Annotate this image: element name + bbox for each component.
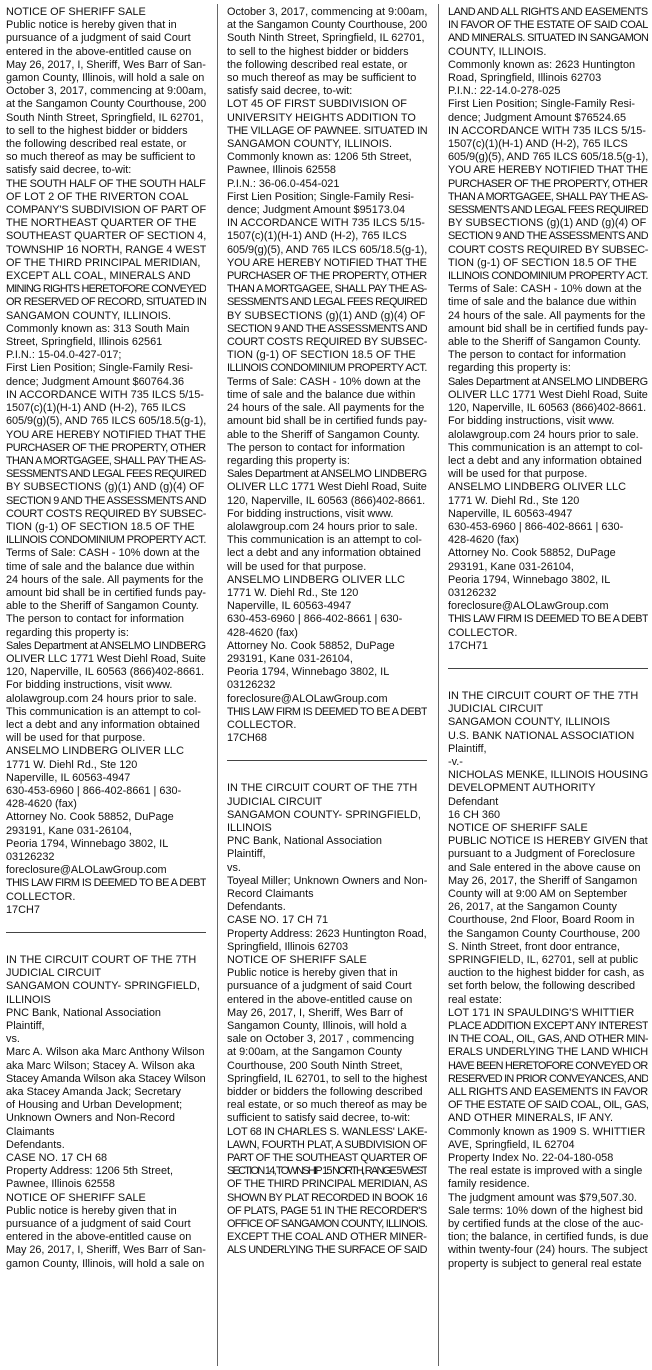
notice-line: IN THE COAL, OIL, GAS, AND OTHER MIN- bbox=[448, 1033, 648, 1046]
legal-notice bbox=[448, 690, 648, 1271]
notice-line: Courthouse, 2nd Floor, Board Room in bbox=[448, 914, 635, 927]
notice-line: SECTION 9 AND THE ASSESSMENTS AND bbox=[448, 230, 648, 243]
notice-line: 120, Naperville, IL 60563 (866)402-8661. bbox=[6, 666, 205, 679]
notice-line: COURT COSTS REQUIRED BY SUBSEC- bbox=[6, 507, 206, 520]
notice-line: foreclosure@ALOLawGroup.com bbox=[6, 864, 167, 877]
notice-line: SECTION 9 AND THE ASSESSMENTS AND bbox=[6, 494, 206, 507]
notice-line: entered in the above-entitled cause on bbox=[6, 1231, 192, 1244]
notice-line: Property Index No. 22-04-180-058 bbox=[448, 1152, 614, 1165]
notice-line: DEVELOPMENT AUTHORITY bbox=[448, 782, 596, 795]
notice-line: Property Address: 2623 Huntington Road, bbox=[227, 927, 427, 940]
notice-line: ANSELMO LINDBERG OLIVER LLC bbox=[227, 573, 405, 586]
notice-line: Pawnee, Illinois 62558 bbox=[227, 164, 336, 177]
notice-line: 605/9(g)(5), AND 765 ILCS 605/18.5(g-1), bbox=[227, 243, 427, 256]
notice-line: SANGAMON COUNTY, ILLINOIS. bbox=[6, 309, 172, 322]
notice-line: PURCHASER OF THE PROPERTY, OTHER bbox=[6, 441, 206, 454]
notice-line: PURCHASER OF THE PROPERTY, OTHER bbox=[448, 177, 648, 190]
notice-line: NOTICE OF SHERIFF SALE bbox=[448, 821, 588, 834]
notice-line: SECTION 14, TOWNSHIP 15 NORTH, RANGE 5 WEST bbox=[227, 1165, 427, 1178]
notice-line: Plaintiff, bbox=[6, 1020, 45, 1033]
notice-line: October 3, 2017, commencing at 9:00am, bbox=[6, 85, 206, 98]
notice-line: Pawnee, Illinois 62558 bbox=[6, 1178, 115, 1191]
notice-line: South Ninth Street, Springfield, IL 62701, bbox=[6, 111, 204, 124]
notice-line: amount bid shall be in certified funds pay- bbox=[448, 322, 648, 335]
notice-line: Naperville, IL 60563-4947 bbox=[448, 507, 573, 520]
notice-line: of Housing and Urban Development; bbox=[6, 1099, 183, 1112]
notice-line: OLIVER LLC 1771 West Diehl Road, Suite bbox=[448, 388, 648, 401]
notice-line: 17CH68 bbox=[227, 732, 267, 745]
notice-line: Naperville, IL 60563-4947 bbox=[6, 771, 131, 784]
notice-line: amount bid shall be in certified funds pay- bbox=[6, 586, 206, 599]
notice-line: SHOWN BY PLAT RECORDED IN BOOK 16 bbox=[227, 1191, 427, 1204]
notice-line: Road, Springfield, Illinois 62703 bbox=[448, 72, 602, 85]
notice-line: IN ACCORDANCE WITH 735 ILCS 5/15- bbox=[227, 217, 425, 230]
notice-line: P.I.N.: 15-04.0-427-017; bbox=[6, 349, 122, 362]
notice-line: IN ACCORDANCE WITH 735 ILCS 5/15- bbox=[6, 388, 204, 401]
notice-line: THE NORTHEAST QUARTER OF THE bbox=[6, 217, 197, 230]
notice-line: 120, Naperville, IL 60563 (866)402-8661. bbox=[227, 494, 426, 507]
notice-line: P.I.N.: 36-06.0-454-021 bbox=[227, 177, 340, 190]
notice-line: YOU ARE HEREBY NOTIFIED THAT THE bbox=[448, 164, 648, 177]
notice-line: 1507(c)(1)(H-1) AND (H-2), 765 ILCS bbox=[6, 402, 186, 415]
notice-line: regarding this property is: bbox=[6, 626, 129, 639]
notice-line: EXCEPT ALL COAL, MINERALS AND bbox=[6, 270, 191, 283]
notice-line: OF LOT 2 OF THE RIVERTON COAL bbox=[6, 190, 189, 203]
legal-notice bbox=[227, 6, 427, 745]
notice-line: IN THE CIRCUIT COURT OF THE 7TH bbox=[448, 689, 639, 702]
notice-line: BY SUBSECTIONS (g)(1) AND (g)(4) OF bbox=[448, 217, 647, 230]
notice-line: at the Sangamon County Courthouse, 200 bbox=[227, 19, 427, 32]
notice-line: 630-453-6960 | 866-402-8661 | 630- bbox=[448, 520, 624, 533]
notice-line: bidder or bidders the following described bbox=[227, 1086, 423, 1099]
notice-line: regarding this property is: bbox=[227, 454, 350, 467]
notice-line: aka Stacey Amanda Jack; Secretary bbox=[6, 1086, 181, 1099]
notice-line: 24 hours of the sale. All payments for the bbox=[448, 309, 646, 322]
notice-line: Peoria 1794, Winnebago 3802, IL bbox=[6, 837, 169, 850]
notice-line: Commonly known as 1909 S. WHITTIER bbox=[448, 1125, 646, 1138]
notice-line: SESSMENTS AND LEGAL FEES REQUIRED bbox=[6, 468, 206, 481]
notice-line: ANSELMO LINDBERG OLIVER LLC bbox=[448, 481, 626, 494]
notice-line: OLIVER LLC 1771 West Diehl Road, Suite bbox=[227, 481, 427, 494]
notice-line: by certified funds at the close of the auc- bbox=[448, 1218, 644, 1231]
notice-line: foreclosure@ALOLawGroup.com bbox=[227, 692, 388, 705]
notice-line: gamon County, Illinois, will hold a sale on bbox=[6, 72, 205, 85]
notice-line: UNIVERSITY HEIGHTS ADDITION TO bbox=[227, 111, 416, 124]
notice-line: ALS UNDERLYING THE SURFACE OF SAID bbox=[227, 1244, 427, 1257]
notice-line: time of sale and the balance due within bbox=[6, 560, 195, 573]
notice-line: PART OF THE SOUTHEAST QUARTER OF bbox=[227, 1152, 427, 1165]
notice-line: THAN A MORTGAGEE, SHALL PAY THE AS- bbox=[227, 283, 427, 296]
notice-line: May 26, 2017, the Sheriff of Sangamon bbox=[448, 874, 638, 887]
notice-line: time of sale and the balance due within bbox=[227, 388, 416, 401]
notice-line: S. Ninth Street, front door entrance, bbox=[448, 940, 620, 953]
notice-line: U.S. BANK NATIONAL ASSOCIATION bbox=[448, 729, 635, 742]
notice-line: foreclosure@ALOLawGroup.com bbox=[448, 600, 609, 613]
notice-line: This communication is an attempt to col- bbox=[6, 705, 201, 718]
notice-line: 17CH71 bbox=[448, 639, 488, 652]
notice-line: IN THE CIRCUIT COURT OF THE 7TH bbox=[227, 782, 418, 795]
notice-line: ILLINOIS CONDOMINIUM PROPERTY ACT. bbox=[448, 270, 648, 283]
notice-line: 1507(c)(1)(H-1) AND (H-2), 765 ILCS bbox=[227, 230, 407, 243]
notice-line: TION (g-1) OF SECTION 18.5 OF THE bbox=[6, 520, 195, 533]
notice-line: Defendants. bbox=[227, 901, 286, 914]
notice-line: Springfield, IL 62701, to sell to the highest bbox=[227, 1072, 427, 1085]
notice-line: 428-4620 (fax) bbox=[6, 798, 77, 811]
notice-line: Springfield, Illinois 62703 bbox=[227, 940, 349, 953]
notice-line: dence; Judgment Amount $60764.36 bbox=[6, 375, 185, 388]
notice-line: BY SUBSECTIONS (g)(1) AND (g)(4) OF bbox=[6, 481, 205, 494]
notice-line: The person to contact for information bbox=[227, 441, 405, 454]
legal-notice bbox=[6, 954, 206, 1271]
notice-line: Sales Department at ANSELMO LINDBERG bbox=[448, 375, 648, 388]
notice-line: SESSMENTS AND LEGAL FEES REQUIRED bbox=[227, 296, 427, 309]
notice-line: 605/9(g)(5), AND 765 ILCS 605/18.5(g-1), bbox=[6, 415, 206, 428]
notice-line: at 9:00am, at the Sangamon County bbox=[227, 1046, 402, 1059]
notice-line: lect a debt and any information obtained bbox=[448, 454, 642, 467]
notice-line: within twenty-four (24) hours. The subject bbox=[448, 1244, 648, 1257]
notice-line: entered in the above-entitled cause on bbox=[6, 45, 192, 58]
notice-line: Peoria 1794, Winnebago 3802, IL bbox=[448, 573, 611, 586]
notice-line: dence; Judgment Amount $95173.04 bbox=[227, 204, 406, 217]
notice-line: 1771 W. Diehl Rd., Ste 120 bbox=[6, 758, 138, 771]
notice-line: will be used for that purpose. bbox=[448, 468, 588, 481]
notice-line: Marc A. Wilson aka Marc Anthony Wilson bbox=[6, 1046, 205, 1059]
notice-line: ILLINOIS bbox=[6, 993, 51, 1006]
notice-line: OFFICE OF SANGAMON COUNTY, ILLINOIS. bbox=[227, 1218, 427, 1231]
notice-line: PURCHASER OF THE PROPERTY, OTHER bbox=[227, 270, 427, 283]
notice-separator bbox=[227, 760, 427, 761]
notice-line: NOTICE OF SHERIFF SALE bbox=[227, 954, 367, 967]
notice-line: the Sangamon County Courthouse, 200 bbox=[448, 927, 640, 940]
notice-line: SANGAMON COUNTY, ILLINOIS bbox=[448, 716, 610, 729]
notice-line: OF PLATS, PAGE 51 IN THE RECORDER'S bbox=[227, 1204, 427, 1217]
notice-line: THE SOUTH HALF OF THE SOUTH HALF bbox=[6, 177, 206, 190]
notice-line: AND OTHER MINERALS, IF ANY. bbox=[448, 1112, 614, 1125]
notice-line: Attorney No. Cook 58852, DuPage bbox=[448, 547, 616, 560]
notice-line: real estate: bbox=[448, 993, 502, 1006]
notice-line: COURT COSTS REQUIRED BY SUBSEC- bbox=[227, 336, 427, 349]
notice-line: CASE NO. 17 CH 68 bbox=[6, 1152, 108, 1165]
notice-line: 120, Naperville, IL 60563 (866)402-8661. bbox=[448, 402, 647, 415]
notice-line: THIS LAW FIRM IS DEEMED TO BE A DEBT bbox=[6, 877, 206, 890]
notice-line: 293191, Kane 031-26104, bbox=[227, 652, 353, 665]
notice-line: ALL RIGHTS AND EASEMENTS IN FAVOR bbox=[448, 1086, 648, 1099]
notice-line: SECTION 9 AND THE ASSESSMENTS AND bbox=[227, 322, 427, 335]
notice-line: will be used for that purpose. bbox=[6, 732, 146, 745]
notice-line: Street, Springfield, Illinois 62561 bbox=[6, 336, 163, 349]
notice-line: property is subject to general real estate bbox=[448, 1257, 642, 1270]
notice-line: Defendants. bbox=[6, 1138, 65, 1151]
notice-line: able to the Sheriff of Sangamon County. bbox=[448, 336, 641, 349]
notice-line: gamon County, Illinois, will hold a sale on bbox=[6, 1257, 205, 1270]
notice-line: NOTICE OF SHERIFF SALE bbox=[6, 6, 146, 18]
notice-line: May 26, 2017, I, Sheriff, Wes Barr of bbox=[227, 1006, 403, 1019]
notice-line: First Lien Position; Single-Family Resi- bbox=[6, 362, 194, 375]
notice-line: Defendant bbox=[448, 795, 499, 808]
notice-line: THIS LAW FIRM IS DEEMED TO BE A DEBT bbox=[448, 613, 648, 626]
notice-line: P.I.N.: 22-14.0-278-025 bbox=[448, 85, 561, 98]
notice-line: Record Claimants bbox=[227, 888, 314, 900]
notice-line: BY SUBSECTIONS (g)(1) AND (g)(4) OF bbox=[227, 309, 426, 322]
notice-line: The person to contact for information bbox=[6, 613, 184, 626]
notice-line: will be used for that purpose. bbox=[227, 560, 367, 573]
notice-line: 630-453-6960 | 866-402-8661 | 630- bbox=[6, 784, 182, 797]
notice-line: Sangamon County, Illinois, will hold a bbox=[227, 1020, 407, 1033]
notice-line: YOU ARE HEREBY NOTIFIED THAT THE bbox=[227, 256, 427, 269]
notice-line: LOT 68 IN CHARLES S. WANLESS' LAKE- bbox=[227, 1125, 427, 1138]
notice-line: satisfy said decree, to-wit: bbox=[227, 85, 353, 98]
notice-line: IN FAVOR OF THE ESTATE OF SAID COAL bbox=[448, 19, 648, 32]
notice-line: LOT 171 IN SPAULDING'S WHITTIER bbox=[448, 1006, 635, 1019]
notice-line: CASE NO. 17 CH 71 bbox=[227, 914, 329, 927]
notice-line: RESERVED IN PRIOR CONVEYANCES, AND bbox=[448, 1072, 648, 1085]
notice-line: -v.- bbox=[448, 755, 463, 768]
notice-line: real estate, or so much thereof as may be bbox=[227, 1099, 427, 1112]
notice-line: PNC Bank, National Association bbox=[6, 1006, 161, 1019]
notice-line: 03126232 bbox=[227, 679, 276, 692]
notice-line: OR RESERVED OF RECORD, SITUATED IN bbox=[6, 296, 206, 309]
notice-line: 428-4620 (fax) bbox=[227, 626, 298, 639]
notice-line: Commonly known as: 2623 Huntington bbox=[448, 58, 636, 71]
notice-line: regarding this property is: bbox=[448, 362, 571, 375]
notice-line: 605/9(g)(5), AND 765 ILCS 605/18.5(g-1), bbox=[448, 151, 648, 164]
notice-line: to sell to the highest bidder or bidders bbox=[227, 45, 409, 58]
notice-separator bbox=[448, 668, 648, 669]
notice-line: 26, 2017, at the Sangamon County bbox=[448, 901, 617, 914]
notice-line: County will at 9:00 AM on September bbox=[448, 888, 628, 900]
notice-line: ILLINOIS CONDOMINIUM PROPERTY ACT. bbox=[227, 362, 427, 375]
notice-line: Peoria 1794, Winnebago 3802, IL bbox=[227, 666, 390, 679]
notice-line: SANGAMON COUNTY- SPRINGFIELD, bbox=[227, 808, 421, 821]
notice-line: sale on October 3, 2017 , commencing bbox=[227, 1033, 415, 1046]
notice-line: 03126232 bbox=[448, 586, 497, 599]
notice-line: 16 CH 360 bbox=[448, 808, 501, 821]
notice-line: ILLINOIS bbox=[227, 821, 272, 834]
notice-line: time of sale and the balance due within bbox=[448, 296, 637, 309]
notice-line: IN THE CIRCUIT COURT OF THE 7TH bbox=[6, 954, 197, 967]
notice-line: Commonly known as: 1206 5th Street, bbox=[227, 151, 412, 164]
notice-line: able to the Sheriff of Sangamon County. bbox=[6, 600, 199, 613]
notice-line: Sales Department at ANSELMO LINDBERG bbox=[227, 468, 427, 481]
notice-line: so much thereof as may be sufficient to bbox=[227, 72, 417, 85]
notice-line: PUBLIC NOTICE IS HEREBY GIVEN that bbox=[448, 835, 648, 848]
notice-line: First Lien Position; Single-Family Resi- bbox=[448, 98, 636, 111]
notice-line: PLACE ADDITION EXCEPT ANY INTEREST bbox=[448, 1020, 648, 1033]
notice-line: TOWNSHIP 16 NORTH, RANGE 4 WEST bbox=[6, 243, 206, 256]
column-2 bbox=[227, 6, 427, 1258]
notice-line: Sale terms: 10% down of the highest bid bbox=[448, 1204, 643, 1217]
notice-line: at the Sangamon County Courthouse, 200 bbox=[6, 98, 206, 111]
notice-line: alolawgroup.com 24 hours prior to sale. bbox=[448, 428, 639, 441]
notice-line: THAN A MORTGAGEE, SHALL PAY THE AS- bbox=[448, 190, 648, 203]
notice-line: alolawgroup.com 24 hours prior to sale. bbox=[6, 692, 197, 705]
notice-line: pursuance of a judgment of said Court bbox=[227, 980, 412, 993]
notice-line: to sell to the highest bidder or bidders bbox=[6, 124, 188, 137]
notice-line: Unknown Owners and Non-Record bbox=[6, 1112, 175, 1125]
notice-line: ILLINOIS CONDOMINIUM PROPERTY ACT. bbox=[6, 534, 206, 547]
notice-line: entered in the above-entitled cause on bbox=[227, 993, 413, 1006]
notice-line: auction to the highest bidder for cash, as bbox=[448, 967, 645, 980]
notice-line: THE VILLAGE OF PAWNEE. SITUATED IN bbox=[227, 124, 427, 137]
notice-line: Toyeal Miller; Unknown Owners and Non- bbox=[227, 874, 427, 887]
column-3 bbox=[448, 6, 648, 1271]
notice-line: 03126232 bbox=[6, 851, 55, 863]
notice-line: set forth below, the following described bbox=[448, 980, 636, 993]
notice-line: SANGAMON COUNTY- SPRINGFIELD, bbox=[6, 980, 200, 993]
notice-line: 1507(c)(1)(H-1) AND (H-2), 765 ILCS bbox=[448, 138, 628, 151]
notice-line: 24 hours of the sale. All payments for the bbox=[227, 402, 425, 415]
notice-line: the following described real estate, or bbox=[227, 58, 408, 71]
notice-line: lect a debt and any information obtained bbox=[6, 718, 200, 731]
notice-line: OF THE THIRD PRINCIPAL MERIDIAN, bbox=[6, 256, 201, 269]
notice-line: The person to contact for information bbox=[448, 349, 626, 362]
notice-line: SOUTHEAST QUARTER OF SECTION 4, bbox=[6, 230, 206, 243]
notice-line: TION (g-1) OF SECTION 18.5 OF THE bbox=[448, 256, 637, 269]
notice-line: This communication is an attempt to col- bbox=[227, 534, 422, 547]
notice-line: Plaintiff, bbox=[448, 742, 487, 755]
notice-line: vs. bbox=[6, 1033, 20, 1046]
notice-line: EXCEPT THE COAL AND OTHER MINER- bbox=[227, 1231, 427, 1244]
notice-line: Sales Department at ANSELMO LINDBERG bbox=[6, 639, 206, 652]
notice-line: alolawgroup.com 24 hours prior to sale. bbox=[227, 520, 418, 533]
notice-line: vs. bbox=[227, 861, 241, 874]
notice-line: LAND AND ALL RIGHTS AND EASEMENTS bbox=[448, 6, 648, 18]
notice-line: amount bid shall be in certified funds pay- bbox=[227, 415, 427, 428]
notice-line: COUNTY, ILLINOIS. bbox=[448, 45, 547, 58]
notice-line: Public notice is hereby given that in bbox=[6, 19, 177, 32]
column-1 bbox=[6, 6, 206, 1271]
notice-line: MINING RIGHTS HERETOFORE CONVEYED bbox=[6, 283, 206, 296]
notice-line: Plaintiff, bbox=[227, 848, 266, 861]
legal-notice bbox=[6, 6, 206, 917]
notice-line: Public notice is hereby given that in bbox=[6, 1204, 177, 1217]
notice-line: COLLECTOR. bbox=[448, 626, 518, 639]
notice-line: THIS LAW FIRM IS DEEMED TO BE A DEBT bbox=[227, 705, 427, 718]
notice-line: ERALS UNDERLYING THE LAND WHICH bbox=[448, 1046, 648, 1059]
notice-line: LOT 45 OF FIRST SUBDIVISION OF bbox=[227, 98, 407, 111]
notice-line: Public notice is hereby given that in bbox=[227, 967, 398, 980]
notice-line: AVE, Springfield, IL 62704 bbox=[448, 1138, 575, 1151]
notice-line: SANGAMON COUNTY, ILLINOIS. bbox=[227, 138, 393, 151]
notice-line: tion; the balance, in certified funds, is due bbox=[448, 1231, 648, 1244]
notice-line: For bidding instructions, visit www. bbox=[227, 507, 394, 520]
notice-line: Terms of Sale: CASH - 10% down at the bbox=[227, 375, 421, 388]
notice-separator bbox=[6, 932, 206, 933]
notice-line: OLIVER LLC 1771 West Diehl Road, Suite bbox=[6, 652, 206, 665]
notice-line: May 26, 2017, I, Sheriff, Wes Barr of San- bbox=[6, 1244, 206, 1257]
notice-line: COLLECTOR. bbox=[6, 890, 76, 903]
notice-line: sufficient to satisfy said decree, to-wit: bbox=[227, 1112, 411, 1125]
notice-line: NOTICE OF SHERIFF SALE bbox=[6, 1191, 146, 1204]
notice-line: IN ACCORDANCE WITH 735 ILCS 5/15- bbox=[448, 124, 646, 137]
notice-line: JUDICIAL CIRCUIT bbox=[227, 795, 323, 808]
notice-line: October 3, 2017, commencing at 9:00am, bbox=[227, 6, 427, 18]
notice-line: LAWN, FOURTH PLAT, A SUBDIVISION OF bbox=[227, 1138, 427, 1151]
notice-line: 1771 W. Diehl Rd., Ste 120 bbox=[227, 586, 359, 599]
notice-line: Stacey Amanda Wilson aka Stacey Wilson bbox=[6, 1072, 206, 1085]
notice-line: aka Marc Wilson; Stacey A. Wilson aka bbox=[6, 1059, 195, 1072]
notice-line: PNC Bank, National Association bbox=[227, 835, 382, 848]
notice-line: 1771 W. Diehl Rd., Ste 120 bbox=[448, 494, 580, 507]
notice-line: Attorney No. Cook 58852, DuPage bbox=[6, 811, 174, 824]
notice-line: YOU ARE HEREBY NOTIFIED THAT THE bbox=[6, 428, 206, 441]
notice-line: 630-453-6960 | 866-402-8661 | 630- bbox=[227, 613, 403, 626]
notice-line: lect a debt and any information obtained bbox=[227, 547, 421, 560]
notice-line: TION (g-1) OF SECTION 18.5 OF THE bbox=[227, 349, 416, 362]
notice-line: ANSELMO LINDBERG OLIVER LLC bbox=[6, 745, 184, 758]
column-rule bbox=[438, 4, 439, 1366]
notice-line: able to the Sheriff of Sangamon County. bbox=[227, 428, 420, 441]
notice-line: 17CH7 bbox=[6, 903, 40, 916]
notice-line: pursuance of a judgment of said Court bbox=[6, 1218, 191, 1231]
notice-line: Commonly known as: 313 South Main bbox=[6, 322, 190, 335]
notice-line: May 26, 2017, I, Sheriff, Wes Barr of San- bbox=[6, 58, 206, 71]
notice-line: Attorney No. Cook 58852, DuPage bbox=[227, 639, 395, 652]
notice-line: Terms of Sale: CASH - 10% down at the bbox=[6, 547, 200, 560]
notice-line: dence; Judgment Amount $76524.65 bbox=[448, 111, 627, 124]
notice-line: Terms of Sale: CASH - 10% down at the bbox=[448, 283, 642, 296]
notice-line: family residence. bbox=[448, 1178, 530, 1191]
notice-line: The real estate is improved with a single bbox=[448, 1165, 643, 1178]
notice-line: NICHOLAS MENKE, ILLINOIS HOUSING bbox=[448, 769, 648, 782]
notice-line: 293191, Kane 031-26104, bbox=[6, 824, 132, 837]
notice-line: For bidding instructions, visit www. bbox=[448, 415, 615, 428]
notice-line: the following described real estate, or bbox=[6, 138, 187, 151]
notice-line: JUDICIAL CIRCUIT bbox=[6, 967, 102, 980]
notice-line: pursuance of a judgment of said Court bbox=[6, 32, 191, 45]
notice-line: pursuant to a Judgment of Foreclosure bbox=[448, 848, 636, 861]
notice-line: SESSMENTS AND LEGAL FEES REQUIRED bbox=[448, 204, 648, 217]
notice-line: Courthouse, 200 South Ninth Street, bbox=[227, 1059, 403, 1072]
notice-line: THAN A MORTGAGEE, SHALL PAY THE AS- bbox=[6, 454, 206, 467]
notice-line: SPRINGFIELD, IL, 62701, sell at public bbox=[448, 954, 639, 967]
notice-line: OF THE ESTATE OF SAID COAL, OIL, GAS, bbox=[448, 1099, 648, 1112]
notice-line: and Sale entered in the above cause on bbox=[448, 861, 641, 874]
notice-line: satisfy said decree, to-wit: bbox=[6, 164, 132, 177]
notice-line: so much thereof as may be sufficient to bbox=[6, 151, 196, 164]
notice-line: OF THE THIRD PRINCIPAL MERIDIAN, AS bbox=[227, 1178, 427, 1191]
notice-line: South Ninth Street, Springfield, IL 62701, bbox=[227, 32, 425, 45]
notice-line: COLLECTOR. bbox=[227, 718, 297, 731]
notice-line: AND MINERALS. SITUATED IN SANGAMON bbox=[448, 32, 648, 45]
notice-line: This communication is an attempt to col- bbox=[448, 441, 643, 454]
notice-line: 293191, Kane 031-26104, bbox=[448, 560, 574, 573]
notice-line: Claimants bbox=[6, 1125, 55, 1138]
notice-line: Naperville, IL 60563-4947 bbox=[227, 600, 352, 613]
notice-line: First Lien Position; Single-Family Resi- bbox=[227, 190, 415, 203]
column-rule bbox=[217, 4, 218, 1366]
notice-line: JUDICIAL CIRCUIT bbox=[448, 703, 544, 716]
notice-line: Property Address: 1206 5th Street, bbox=[6, 1165, 174, 1178]
notice-line: The judgment amount was $79,507.30. bbox=[448, 1191, 637, 1204]
notice-line: 428-4620 (fax) bbox=[448, 534, 519, 547]
notice-line: For bidding instructions, visit www. bbox=[6, 679, 173, 692]
legal-notice bbox=[448, 6, 648, 653]
legal-notice bbox=[227, 782, 427, 1257]
notice-line: 24 hours of the sale. All payments for the bbox=[6, 573, 204, 586]
notice-line: COMPANY'S SUBDIVISION OF PART OF bbox=[6, 204, 206, 217]
notice-line: COURT COSTS REQUIRED BY SUBSEC- bbox=[448, 243, 648, 256]
notice-line: HAVE BEEN HERETOFORE CONVEYED OR bbox=[448, 1059, 648, 1072]
